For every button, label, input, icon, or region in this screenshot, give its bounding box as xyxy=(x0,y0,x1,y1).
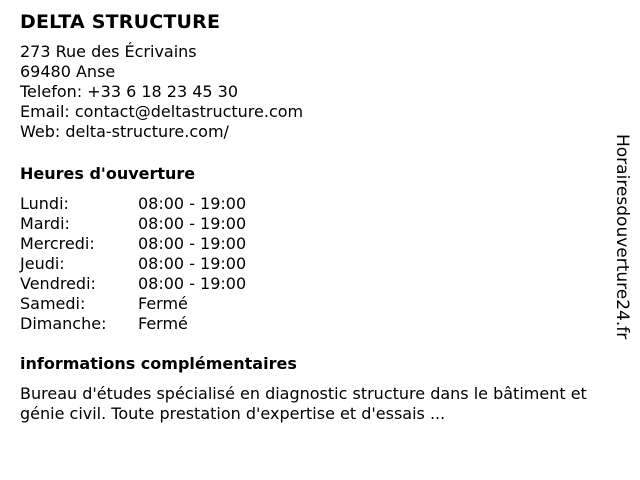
email-line: Email: contact@deltastructure.com xyxy=(20,102,304,121)
hours-day: Dimanche: xyxy=(20,314,107,333)
hours-row-tuesday xyxy=(20,214,600,234)
hours-day: Lundi: xyxy=(20,194,69,213)
hours-row-sunday xyxy=(20,314,600,334)
hours-time: 08:00 - 19:00 xyxy=(138,194,247,213)
business-card xyxy=(20,10,600,424)
hours-day: Jeudi: xyxy=(20,254,65,273)
hours-day: Mardi: xyxy=(20,214,70,233)
hours-time: Fermé xyxy=(138,314,188,333)
hours-row-thursday xyxy=(20,254,600,274)
hours-time: 08:00 - 19:00 xyxy=(138,254,247,273)
info-title: informations complémentaires xyxy=(20,354,297,373)
hours-title: Heures d'ouverture xyxy=(20,164,196,183)
hours-day: Mercredi: xyxy=(20,234,95,253)
hours-day: Samedi: xyxy=(20,294,86,313)
site-watermark: Horairesdouverture24.fr xyxy=(612,134,632,340)
address-city: 69480 Anse xyxy=(20,62,116,81)
phone-line: Telefon: +33 6 18 23 45 30 xyxy=(20,82,239,101)
hours-row-monday xyxy=(20,194,600,214)
hours-day: Vendredi: xyxy=(20,274,96,293)
info-description: Bureau d'études spécialisé en diagnostic structure dans le bâtiment et génie civil. Toute prestation d'expertise et d'essais ... xyxy=(20,384,587,423)
hours-time: 08:00 - 19:00 xyxy=(138,274,247,293)
address-street: 273 Rue des Écrivains xyxy=(20,42,197,61)
web-line: Web: delta-structure.com/ xyxy=(20,122,229,141)
business-name: DELTA STRUCTURE xyxy=(20,11,221,33)
hours-time: 08:00 - 19:00 xyxy=(138,234,247,253)
hours-row-friday xyxy=(20,274,600,294)
hours-row-saturday xyxy=(20,294,600,314)
hours-row-wednesday xyxy=(20,234,600,254)
hours-time: Fermé xyxy=(138,294,188,313)
hours-time: 08:00 - 19:00 xyxy=(138,214,247,233)
